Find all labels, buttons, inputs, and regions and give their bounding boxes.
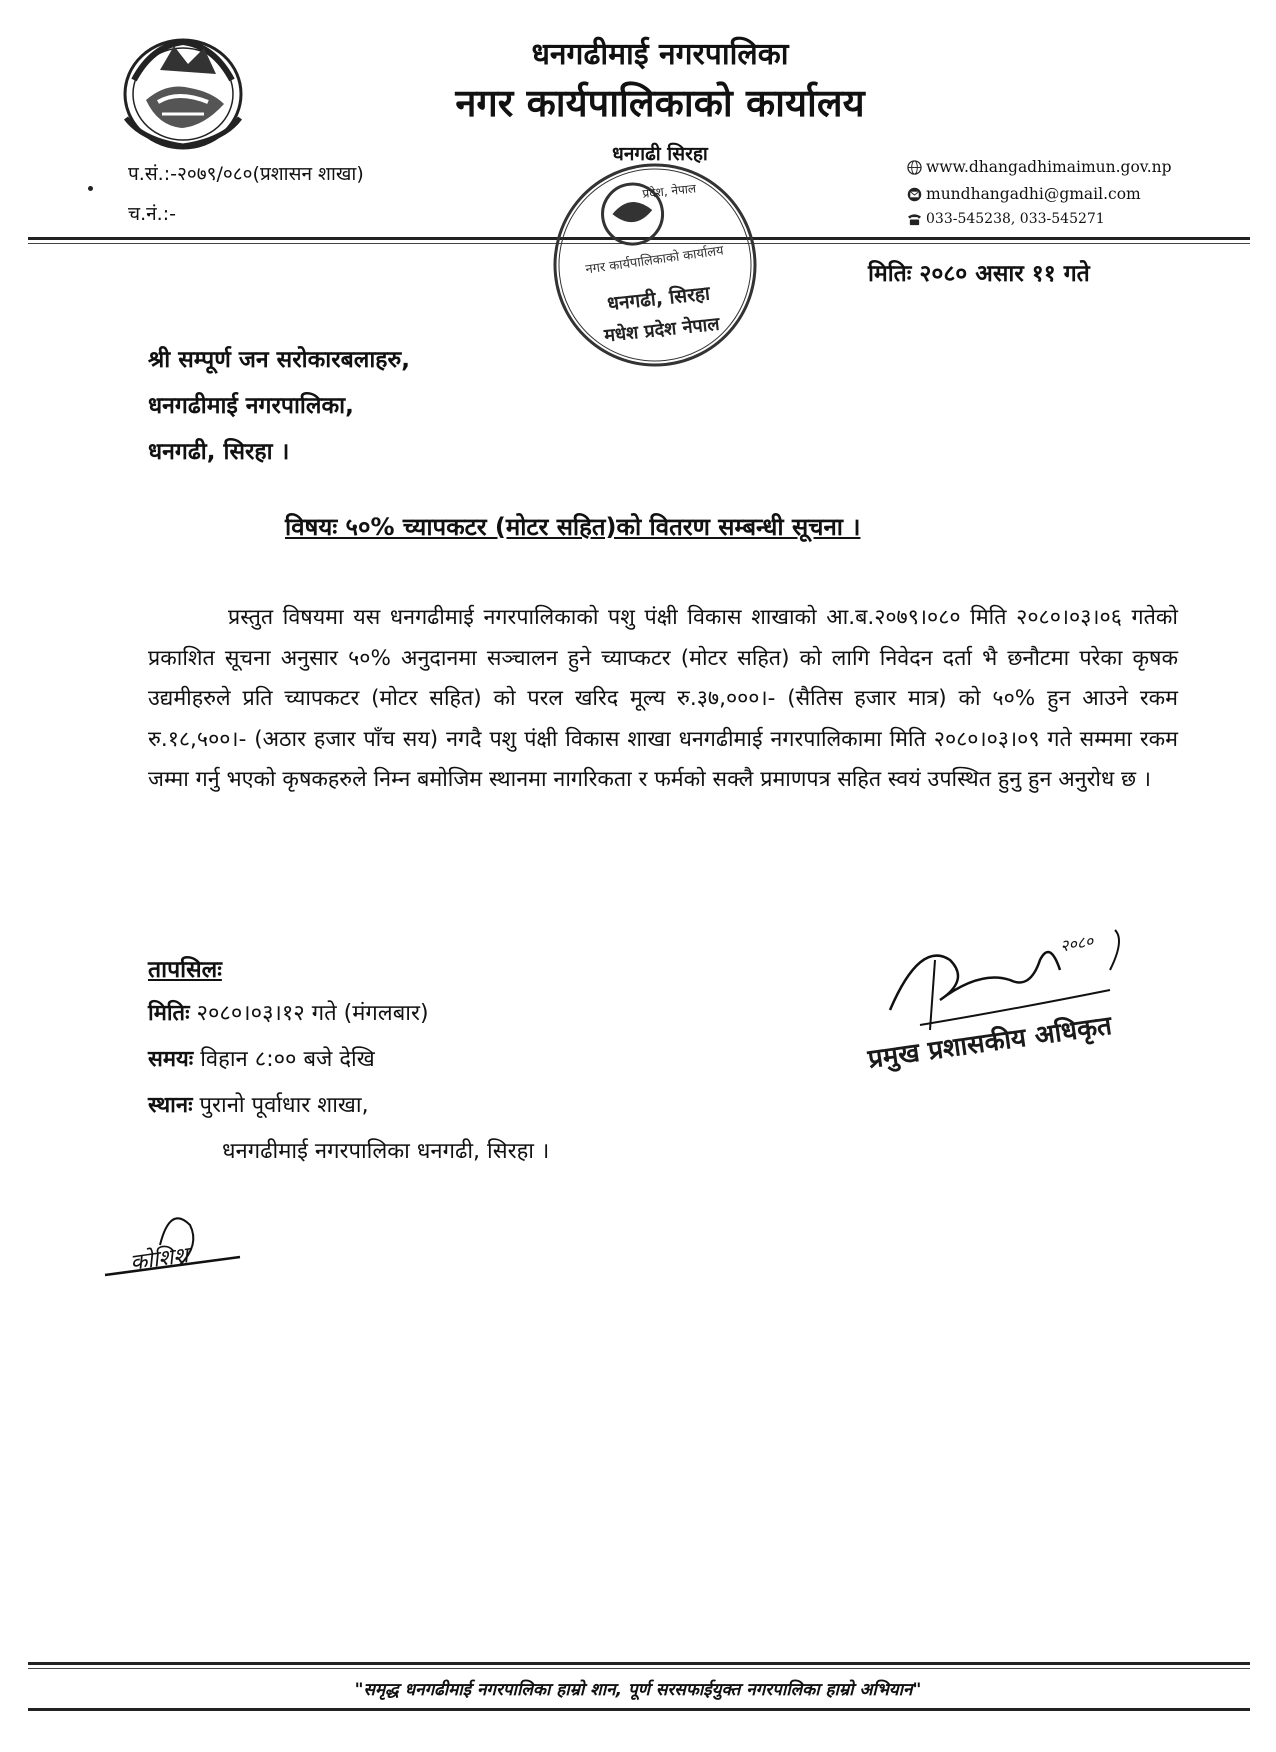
initial-mark-text: कोशिश bbox=[128, 1243, 190, 1276]
stamp-lower-text-1: धनगढी, सिरहा bbox=[606, 282, 711, 316]
details-place-value-2: धनगढीमाई नगरपालिका धनगढी, सिरहा । bbox=[222, 1139, 550, 1164]
letter-date: मितिः २०८० असार ११ गते bbox=[868, 261, 1090, 287]
phone-line bbox=[907, 211, 1105, 230]
email-line bbox=[907, 185, 1141, 206]
email-icon bbox=[907, 187, 923, 206]
phone-icon bbox=[907, 213, 923, 230]
details-time-row bbox=[148, 1043, 375, 1073]
reference-number: प.सं.:-२०७९/०८०(प्रशासन शाखा) bbox=[128, 163, 364, 185]
municipality-name: धनगढीमाई नगरपालिका bbox=[531, 37, 789, 72]
stamp-lower-text-2: मधेश प्रदेश नेपाल bbox=[603, 313, 721, 347]
footer-divider-top bbox=[28, 1662, 1250, 1665]
details-place-value-1: पुरानो पूर्वाधार शाखा, bbox=[199, 1093, 369, 1118]
addressee-line-3: धनगढी, सिरहा । bbox=[148, 439, 290, 465]
phone-text: 033-545238, 033-545271 bbox=[926, 211, 1105, 227]
addressee-line-1: श्री सम्पूर्ण जन सरोकारबलाहरु, bbox=[148, 347, 411, 373]
globe-icon bbox=[907, 160, 923, 179]
details-date-row bbox=[148, 997, 429, 1027]
footer-divider-top-thin bbox=[28, 1668, 1250, 1669]
details-heading: तापसिलः bbox=[148, 957, 222, 983]
bullet-dot bbox=[88, 186, 93, 191]
subject-line: विषयः ५०% च्यापकटर (मोटर सहित)को वितरण सम्बन्धी सूचना । bbox=[285, 513, 861, 541]
stamp-ring-text: नगर कार्यपालिकाको कार्यालय bbox=[584, 243, 725, 278]
footer-divider-bottom bbox=[28, 1708, 1250, 1711]
office-location: धनगढी सिरहा bbox=[612, 143, 708, 165]
website-line bbox=[907, 158, 1172, 179]
stamp-inner-text: प्रदेश, नेपाल bbox=[641, 181, 697, 201]
footer-slogan: "समृद्ध धनगढीमाई नगरपालिका हाम्रो शान, पूर्ण सरसफाईयुक्त नगरपालिका हाम्रो अभियान" bbox=[354, 1680, 922, 1700]
details-date-value: २०८०।०३।१२ गते (मंगलबार) bbox=[196, 1001, 429, 1026]
dispatch-number: च.नं.:- bbox=[128, 203, 176, 225]
details-place-label: स्थानः bbox=[148, 1093, 193, 1118]
body-paragraph: प्रस्तुत विषयमा यस धनगढीमाई नगरपालिकाको पशु पंक्षी विकास शाखाको आ.ब.२०७९।०८० मिति २०८०।०३।०६ गतेको प्रकाशित सूचना अनुसार ५०% अनुदानमा सञ्चालन हुने च्याप्कटर (मोटर सहित) को लागि निवेदन दर्ता भै छनौटमा परेका कृषक उद्यमीहरुले प्रति च्यापकटर (मोटर सहित) को परल खरिद मूल्य रु.३७,०००।- (सैतिस हजार मात्र) को ५०% हुन आउने रकम रु.१८,५००।- (अठार हजार पाँच सय) नगदै पशु पंक्षी विकास शाखा धनगढीमाई नगरपालिकामा मिति २०८०।०३।०९ गते सम्ममा रकम जम्मा गर्नु भएको कृषकहरुले निम्न बमोजिम स्थानमा नागरिकता र फर्मको सक्लै प्रमाणपत्र सहित स्वयं उपस्थित हुनु हुन अनुरोध छ । bbox=[148, 605, 1178, 792]
addressee-line-2: धनगढीमाई नगरपालिका, bbox=[148, 393, 354, 419]
details-date-label: मितिः bbox=[148, 1001, 190, 1026]
details-time-value: विहान ८:०० बजे देखि bbox=[200, 1047, 375, 1072]
signatory-title: प्रमुख प्रशासकीय अधिकृत bbox=[866, 1010, 1114, 1075]
emblem-logo bbox=[112, 30, 254, 154]
signature-date: २०८० bbox=[1058, 931, 1095, 956]
email-text: mundhangadhi@gmail.com bbox=[926, 185, 1141, 203]
office-stamp bbox=[529, 139, 782, 392]
details-time-label: समयः bbox=[148, 1047, 194, 1072]
details-place-row bbox=[148, 1089, 369, 1119]
office-title: नगर कार्यपालिकाको कार्यालय bbox=[455, 81, 865, 125]
website-text: www.dhangadhimaimun.gov.np bbox=[926, 158, 1172, 176]
initial-mark bbox=[100, 1205, 260, 1295]
